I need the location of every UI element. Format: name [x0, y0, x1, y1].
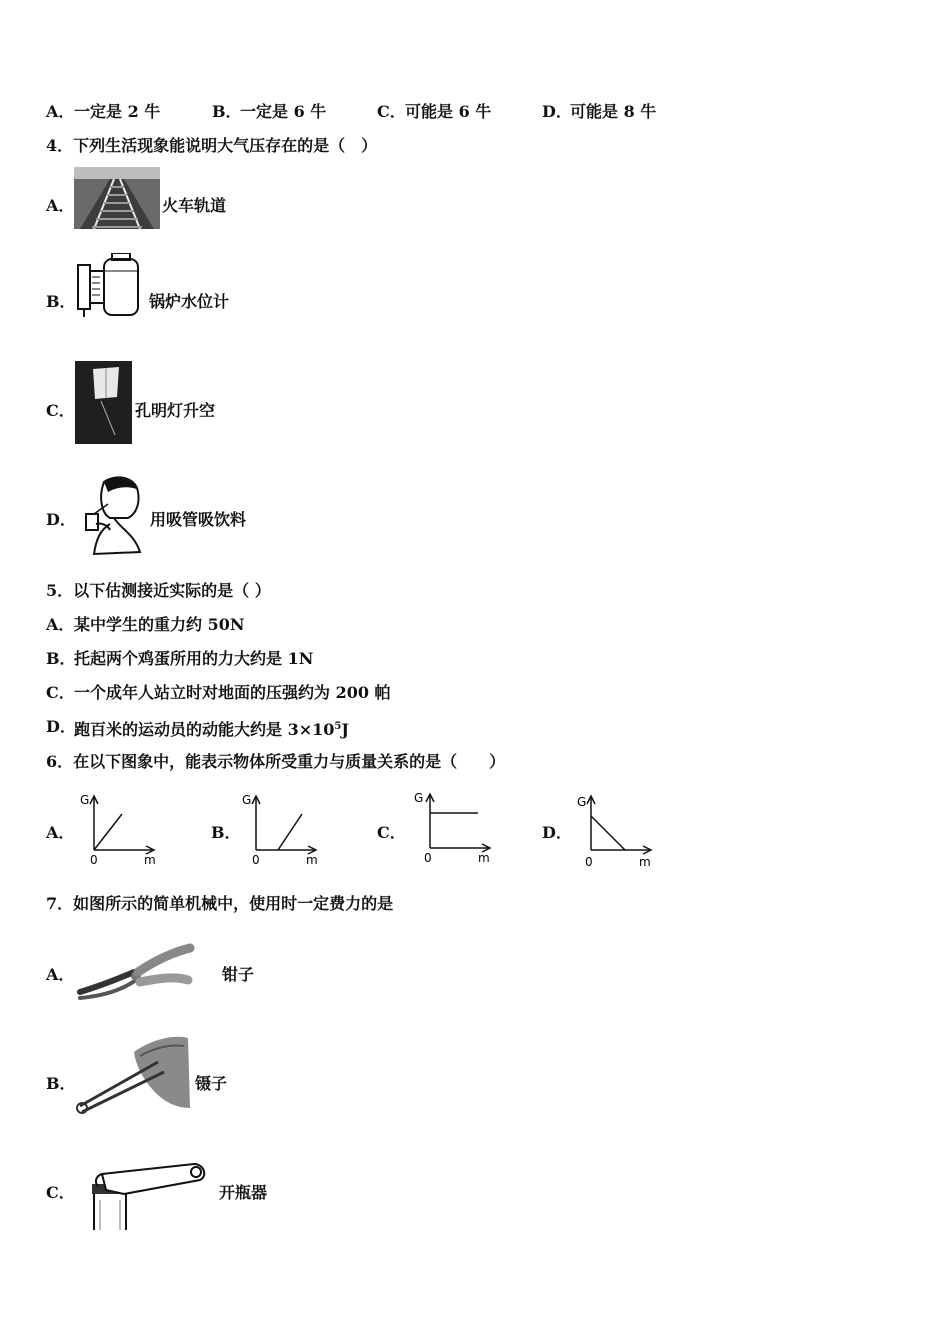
- graph-a-origin: 0: [90, 853, 98, 867]
- q4-option-c-text: 孔明灯升空: [135, 401, 216, 420]
- graph-c-y-label: G: [414, 791, 424, 805]
- graph-d-x-label: m: [639, 855, 651, 869]
- q3-option-a-label: A．: [46, 102, 75, 121]
- bottle-opener-drawing: [84, 1160, 212, 1232]
- q7-option-c-text: 开瓶器: [219, 1183, 268, 1202]
- q4-option-b-label: B．: [46, 292, 76, 311]
- graph-d-line: [591, 816, 625, 850]
- q7-option-b-text: 镊子: [195, 1074, 228, 1093]
- graph-option-a: [78, 788, 160, 870]
- graph-d-y-label: G: [577, 795, 587, 809]
- graph-c-x-label: m: [478, 851, 490, 865]
- q5-option-d-label: D．: [46, 717, 76, 736]
- sky-lantern-photo: [75, 361, 132, 444]
- graph-a-x-label: m: [144, 853, 156, 867]
- q5-option-d-text: 跑百米的运动员的动能大约是 3×10: [74, 720, 335, 739]
- q7-stem: 7．如图所示的简单机械中，使用时一定费力的是: [46, 894, 394, 913]
- q3-option-b-label: B．: [212, 102, 242, 121]
- graph-b-y-label: G: [242, 793, 252, 807]
- graph-a-y-label: G: [80, 793, 90, 807]
- q5-option-d-exponent: 5: [334, 721, 342, 732]
- q6-option-a-label: A．: [46, 823, 75, 842]
- q5-option-c-label: C．: [46, 683, 75, 702]
- q6-option-b-label: B．: [211, 823, 241, 842]
- q5-option-b-label: B．: [46, 649, 76, 668]
- q4-option-a-label: A．: [46, 196, 75, 215]
- q3-option-c-text: 可能是 6 牛: [405, 102, 492, 121]
- q4-option-d-text: 用吸管吸饮料: [150, 510, 247, 529]
- q6-stem: 6．在以下图象中，能表示物体所受重力与质量关系的是（ ）: [46, 752, 506, 771]
- q4-option-b-text: 锅炉水位计: [149, 292, 230, 311]
- graph-c-origin: 0: [424, 851, 432, 865]
- graph-option-c: [412, 786, 494, 868]
- q4-option-c-label: C．: [46, 401, 75, 420]
- q5-option-a-label: A．: [46, 615, 75, 634]
- q4-stem: 4．下列生活现象能说明大气压存在的是（ ）: [46, 136, 378, 155]
- q3-option-a-text: 一定是 2 牛: [74, 102, 161, 121]
- q4-option-d-label: D．: [46, 510, 76, 529]
- q3-option-c-label: C．: [377, 102, 406, 121]
- graph-option-b: [240, 788, 322, 870]
- graph-option-d: [575, 790, 657, 872]
- q3-option-d-label: D．: [542, 102, 572, 121]
- q4-option-a-text: 火车轨道: [162, 196, 227, 215]
- q5-option-d: [74, 717, 349, 740]
- boiler-gauge-drawing: [72, 253, 146, 319]
- q5-option-a-text: 某中学生的重力约 50N: [74, 615, 245, 634]
- graph-a-line: [94, 814, 122, 850]
- q5-option-c-text: 一个成年人站立时对地面的压强约为 200 帕: [74, 683, 391, 702]
- q7-option-a-label: A．: [46, 965, 75, 984]
- graph-d-origin: 0: [585, 855, 593, 869]
- tweezers-drawing: [74, 1034, 192, 1116]
- boy-drinking-straw-drawing: [74, 474, 144, 556]
- q6-option-c-label: C．: [377, 823, 406, 842]
- q5-stem: 5．以下估测接近实际的是（ ）: [46, 581, 271, 600]
- graph-b-x-label: m: [306, 853, 318, 867]
- graph-b-line: [278, 814, 302, 850]
- q3-option-d-text: 可能是 8 牛: [570, 102, 657, 121]
- q7-option-a-text: 钳子: [222, 965, 255, 984]
- pliers-drawing: [76, 940, 200, 1004]
- railway-track-photo: [74, 167, 160, 229]
- q5-option-d-unit: J: [341, 720, 349, 739]
- q3-option-b-text: 一定是 6 牛: [240, 102, 327, 121]
- q6-option-d-label: D．: [542, 823, 572, 842]
- q7-option-c-label: C．: [46, 1183, 75, 1202]
- q5-option-b-text: 托起两个鸡蛋所用的力大约是 1N: [74, 649, 314, 668]
- q7-option-b-label: B．: [46, 1074, 76, 1093]
- graph-b-origin: 0: [252, 853, 260, 867]
